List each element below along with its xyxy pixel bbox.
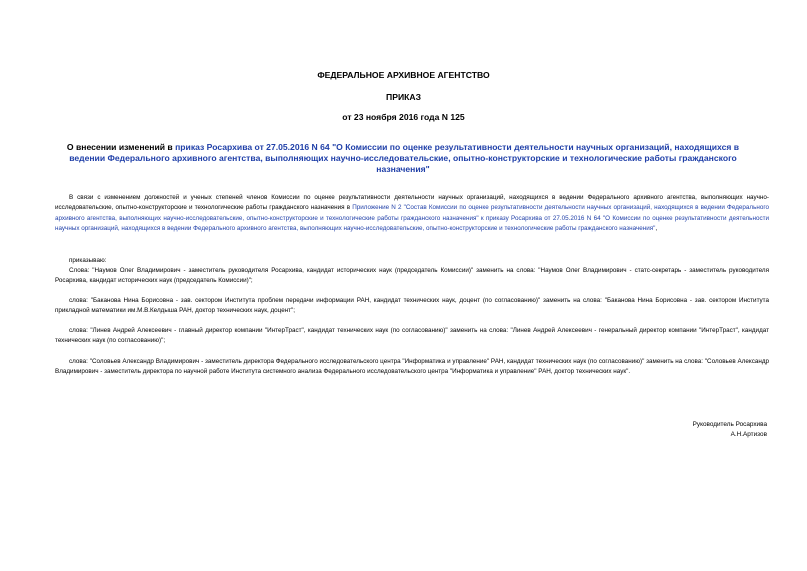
preamble-link[interactable]: Приложение N 2 "Состав Комиссии по оценке результативности деятельности научных организаций, находящихся в ведении Федерального архивного агентства, выполняющих научно-исследовательские, опытно-конструкторские и технологические работы гражданского назначения" к приказу Росархива от 27.05.2016 N 64 "О Комиссии по оценке результативности деятельности научных организаций, находящихся в ведении Федерального архивного агентства, выполняющих научно-исследовательские, опытно-конструкторские и технологические работы гражданского назначения" <box>55 204 769 232</box>
agency-heading: ФЕДЕРАЛЬНОЕ АРХИВНОЕ АГЕНТСТВО <box>317 70 490 80</box>
doc-type-heading: ПРИКАЗ <box>386 92 421 102</box>
change-paragraph-4: слова: "Соловьев Александр Владимирович - заместитель директора Федерального исследовательского центра "Информатика и управление" РАН, кандидат технических наук (по согласованию)" заменить на слова: "Соловьев Александр Владимирович - заместитель директора по научной работе Института системного анализа Федерального исследовательского центра "Информатика и управление" РАН, доктор технических наук". <box>55 358 769 376</box>
signature-position: Руководитель Росархива <box>692 421 767 428</box>
document-title <box>58 142 748 175</box>
title-prefix: О внесении изменений в <box>66 142 176 152</box>
order-word: приказываю: <box>69 257 107 264</box>
title-link[interactable]: приказ Росархива от 27.05.2016 N 64 "О Комиссии по оценке результативности деятельности научных организаций, находящихся в ведении Федерального архивного агентства, выполняющих научно-исследовательские, опытно-конструкторские и технологические работы гражданского назначения" <box>69 142 740 174</box>
change-paragraph-3: слова: "Линев Андрей Алексеевич - главный директор компании "ИнтерТраст", кандидат технических наук (по согласованию)" заменить на слова: "Линев Андрей Алексеевич - генеральный директор компании "ИнтерТраст", кандидат технических наук (по согласованию)"; <box>55 327 769 345</box>
date-number-heading: от 23 ноября 2016 года N 125 <box>342 112 465 122</box>
preamble-text-end: , <box>655 224 658 232</box>
preamble-text: В связи с изменением должностей и ученых степеней членов Комиссии по оценке результативности деятельности научных организаций, находящихся в ведении Федерального архивного агентства, выполняющих научно-исследовательские, опытно-конструкторские и технологические работы гражданского назначения в <box>55 194 769 212</box>
change-paragraph-1: Слова: "Наумов Олег Владимирович - заместитель руководителя Росархива, кандидат исторических наук (председатель Комиссии)" заменить на слова: "Наумов Олег Владимирович - статс-секретарь - заместитель руководителя Росархива, кандидат исторических наук (председатель Комиссии)"; <box>55 267 769 285</box>
change-paragraph-2: слова: "Баканова Нина Борисовна - зав. сектором Института проблем передачи информации РАН, кандидат технических наук, доцент (по согласованию)" заменить на слова: "Баканова Нина Борисовна - зав. сектором Института прикладной математики им.М.В.Келдыша РАН, доктор технических наук, доцент"; <box>55 297 769 315</box>
preamble-paragraph <box>55 193 769 234</box>
signature-name: А.Н.Артизов <box>730 431 767 438</box>
